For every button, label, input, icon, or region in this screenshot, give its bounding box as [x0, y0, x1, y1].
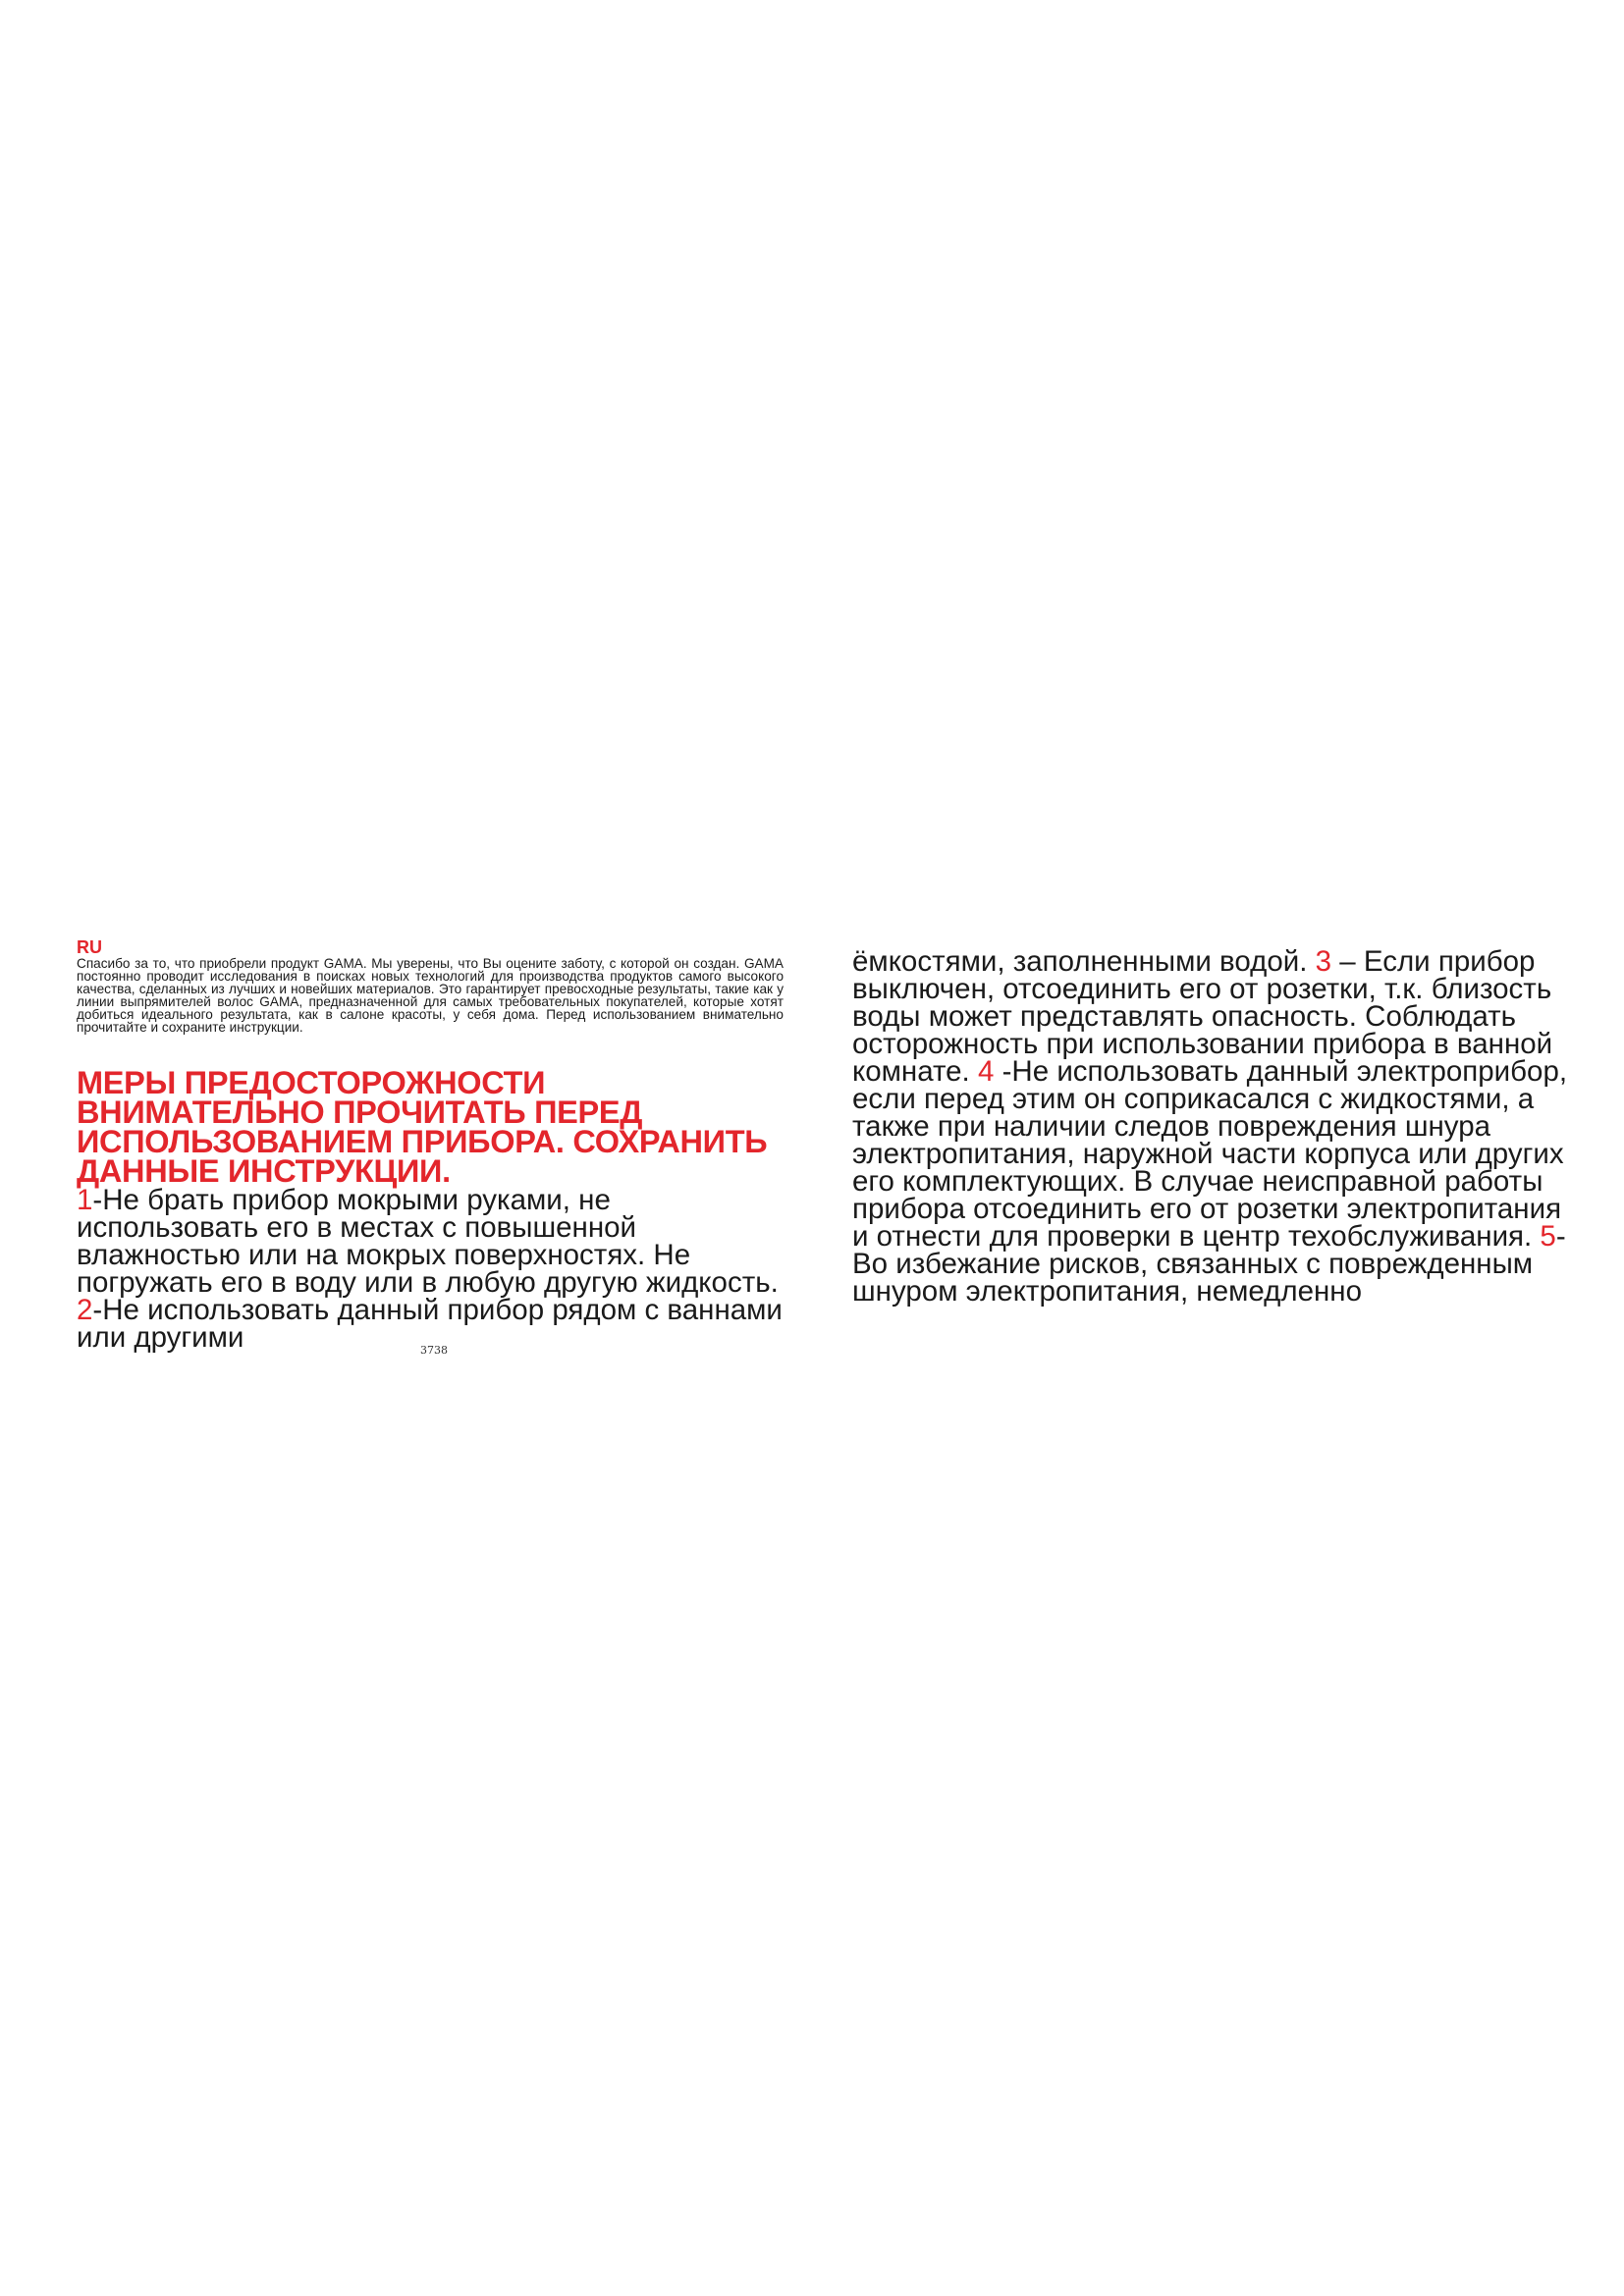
item-text: ёмкостями, заполненными водой. [852, 945, 1316, 978]
item-number: 3 [1315, 945, 1332, 978]
item-number: 2 [77, 1294, 93, 1326]
item-number: 5 [1540, 1220, 1556, 1253]
item-text: -Не использовать данный электроприбор, если перед этим он соприкасался с жидкостями, а также при наличии следов повреждения шнура электропитания, наружной части корпуса или других его комплектующих. В случае неисправной работы прибора отсоединить его от розетки электропитания и отнести для проверки в центр техобслуживания. [852, 1055, 1568, 1253]
item-text: – Если прибор выключен, отсоединить его от розетки, т.к. близость воды может представлять опасность. Соблюдать осторожность при использовании прибора в ванной комнате. [852, 945, 1553, 1088]
item-text: -Во избежание рисков, связанных с поврежденным шнуром электропитания, немедленно [852, 1220, 1566, 1308]
safety-instructions-continued [852, 945, 1579, 1308]
page-number: 3738 [420, 1344, 448, 1357]
item-text: -Не брать прибор мокрыми руками, не использовать его в местах с повышенной влажностью или на мокрых поверхностях. Не погружать его в воду или в любую другую жидкость. [77, 1184, 779, 1299]
item-number: 4 [977, 1055, 995, 1088]
item-text: -Не использовать данный прибор рядом с ваннами или другими [77, 1294, 783, 1354]
safety-instructions-text [77, 1184, 793, 1354]
right-page [812, 0, 1624, 2296]
language-code: RU [77, 937, 102, 957]
intro-paragraph: Спасибо за то, что приобрели продукт GAMA. Мы уверены, что Вы оцените заботу, с которой он создан. GAMA постоянно проводит исследования в поисках новых технологий для производства продуктов самого высокого качества, сделанных из лучших и новейших материалов. Это гарантирует превосходные результаты, такие как у линии выпрямителей волос GAMA, предназначенной для самых требовательных покупателей, которые хотят добиться идеального результата, как в салоне красоты, у себя дома. Перед использованием внимательно прочитайте и сохраните инструкции. [77, 956, 784, 1035]
safety-warning-heading: МЕРЫ ПРЕДОСТОРОЖНОСТИ ВНИМАТЕЛЬНО ПРОЧИТАТЬ ПЕРЕД ИСПОЛЬЗОВАНИЕМ ПРИБОРА. СОХРАНИТЬ ДАННЫЕ ИНСТРУКЦИИ. [77, 1065, 768, 1189]
item-number: 1 [77, 1184, 93, 1216]
